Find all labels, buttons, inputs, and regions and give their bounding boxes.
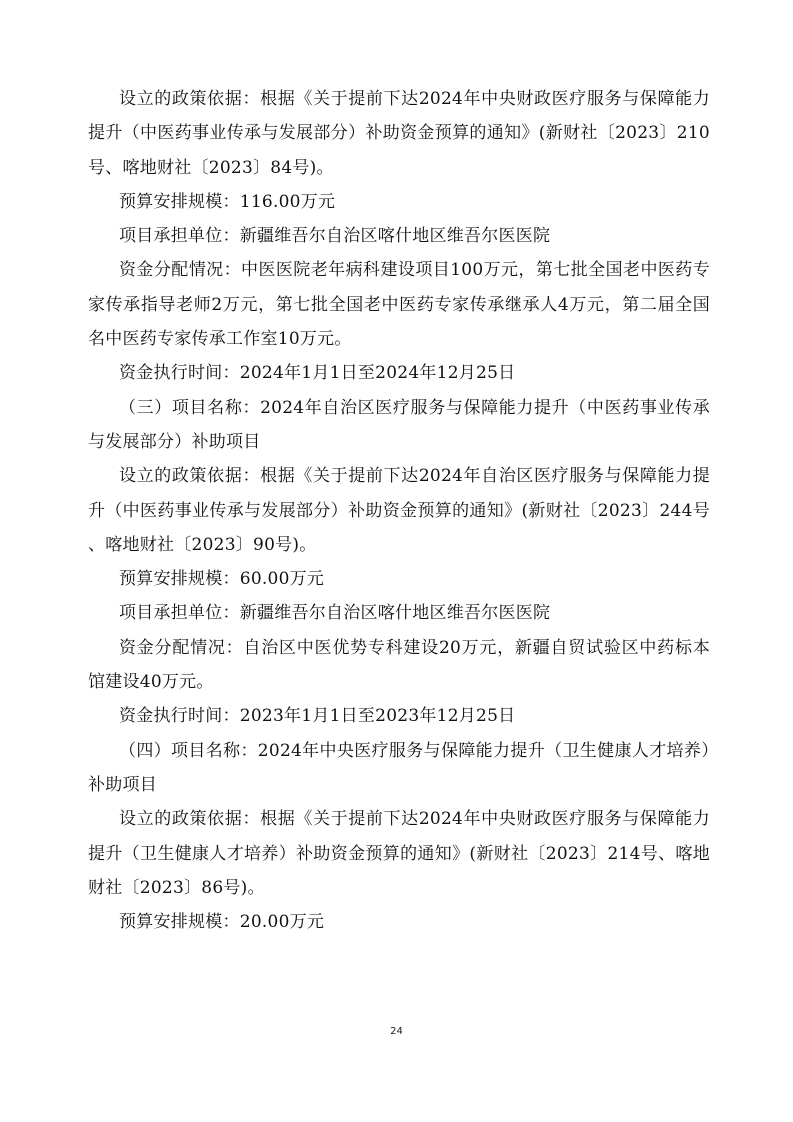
budget-scale-paragraph: 预算安排规模：116.00万元	[119, 191, 336, 212]
budget-scale-paragraph: 预算安排规模：20.00万元	[119, 912, 325, 933]
undertaking-unit-paragraph: 项目承担单位：新疆维吾尔自治区喀什地区维吾尔医医院	[119, 603, 551, 624]
budget-scale-paragraph: 预算安排规模：60.00万元	[119, 569, 325, 590]
policy-basis-paragraph: 设立的政策依据：根据《关于提前下达2024年中央财政医疗服务与保障能力提升（卫生健康人才培养）补助资金预算的通知》(新财社〔2023〕214号、喀地财社〔2023〕86号)。	[88, 809, 710, 898]
project-name-heading: （三）项目名称：2024年自治区医疗服务与保障能力提升（中医药事业传承与发展部分）补助项目	[88, 397, 710, 452]
policy-basis-paragraph: 设立的政策依据：根据《关于提前下达2024年中央财政医疗服务与保障能力提升（中医药事业传承与发展部分）补助资金预算的通知》(新财社〔2023〕210号、喀地财社〔2023〕84号)。	[88, 89, 710, 178]
page-number: 24	[390, 1026, 403, 1037]
document-body	[88, 82, 716, 939]
fund-allocation-paragraph: 资金分配情况：中医医院老年病科建设项目100万元，第七批全国老中医药专家传承指导老师2万元，第七批全国老中医药专家传承继承人4万元，第二届全国名中医药专家传承工作室10万元。	[88, 260, 710, 350]
project-name-heading: （四）项目名称：2024年中央医疗服务与保障能力提升（卫生健康人才培养）补助项目	[88, 740, 710, 795]
execution-time-paragraph: 资金执行时间：2023年1月1日至2023年12月25日	[119, 706, 516, 727]
fund-allocation-paragraph: 资金分配情况：自治区中医优势专科建设20万元，新疆自贸试验区中药标本馆建设40万元。	[88, 637, 710, 693]
execution-time-paragraph: 资金执行时间：2024年1月1日至2024年12月25日	[119, 363, 516, 384]
policy-basis-paragraph: 设立的政策依据：根据《关于提前下达2024年自治区医疗服务与保障能力提升（中医药事业传承与发展部分）补助资金预算的通知》(新财社〔2023〕244号 、喀地财社〔2023〕90号)。	[88, 466, 716, 555]
undertaking-unit-paragraph: 项目承担单位：新疆维吾尔自治区喀什地区维吾尔医医院	[119, 226, 551, 247]
